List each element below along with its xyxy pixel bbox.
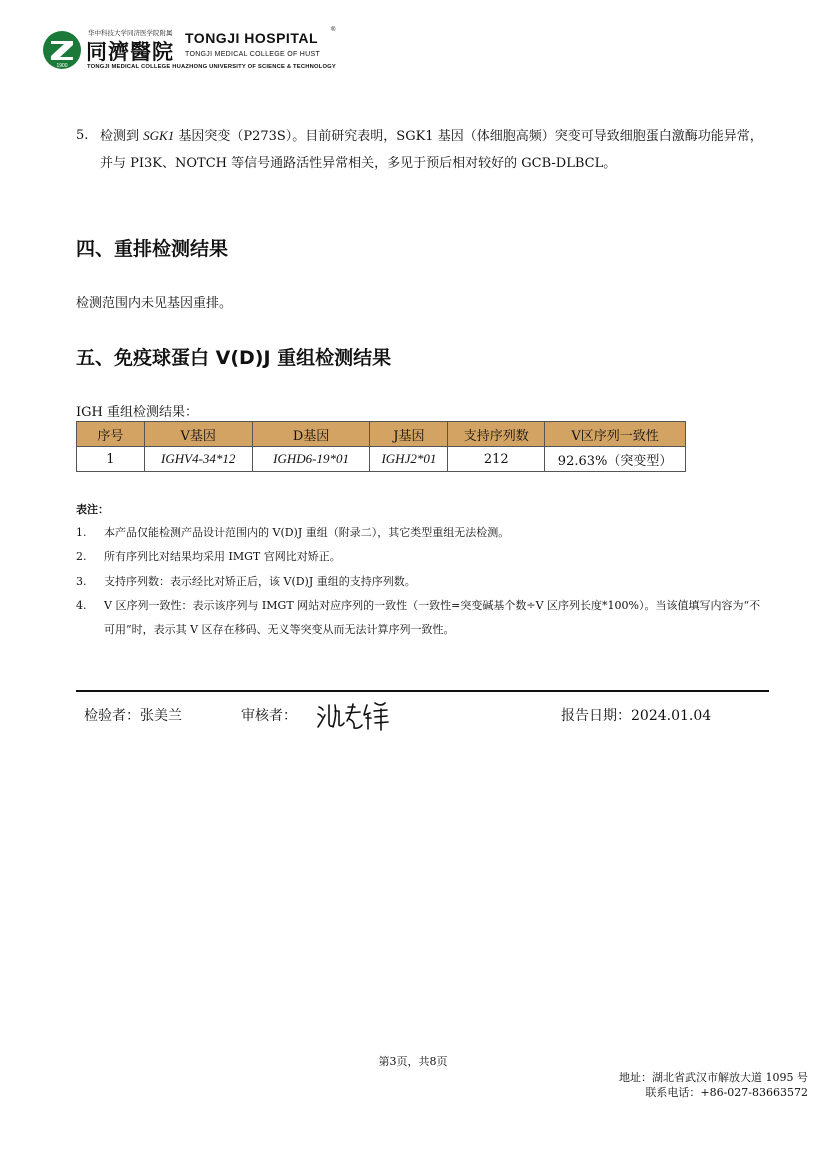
handwritten-signature-icon: [315, 699, 400, 731]
hospital-address: 地址：湖北省武汉市解放大道 1095 号: [619, 1071, 808, 1084]
report-date: 报告日期：2024.01.04: [561, 708, 712, 724]
logo-cn-subtitle: 华中科技大学同济医学院附属: [88, 29, 173, 37]
col-header: D基因: [252, 422, 370, 447]
logo-registered-mark: ®: [331, 27, 336, 33]
item-text-b: 基因突变（P273S）。目前研究表明，SGK1 基因（体细胞高频）突变可导致细胞蛋白激酶功能异常，并与 PI3K、NOTCH 等信号通路活性异常相关，多见于预后相对较好的 GCB-DLBCL。: [100, 129, 763, 171]
reviewer-label: 审核者：: [241, 708, 297, 724]
checker-label: 检验者：张美兰: [84, 708, 182, 724]
gene-name: SGK1: [143, 128, 175, 143]
table-cell: IGHD6-19*01: [252, 447, 370, 472]
note-number: 4.: [76, 599, 87, 612]
item-text: [100, 122, 766, 177]
item-text-a: 检测到: [100, 129, 144, 144]
signature-divider: [76, 690, 769, 692]
col-header: J基因: [370, 422, 448, 447]
section-4-title: 四、重排检测结果: [76, 238, 229, 260]
col-header: V区序列一致性: [545, 422, 686, 447]
note-item: [76, 521, 766, 545]
note-item: [76, 570, 766, 594]
table-cell: 92.63%（突变型）: [545, 447, 686, 472]
section-5-title: 五、免疫球蛋白 V(D)J 重组检测结果: [76, 347, 392, 369]
note-text: V 区序列一致性：表示该序列与 IMGT 网站对应序列的一致性（一致性=突变碱基个数÷V 区序列长度*100%）。当该值填写内容为“不可用”时，表示其 V 区存在移码、无义等突变从而无法计算序列一致性。: [104, 599, 761, 636]
logo-en-fullname: TONGJI MEDICAL COLLEGE HUAZHONG UNIVERSITY OF SCIENCE & TECHNOLOGY: [87, 64, 336, 70]
note-item: [76, 594, 766, 642]
note-number: 2.: [76, 550, 87, 563]
rearrangement-result: 检测范围内未见基因重排。: [76, 296, 233, 311]
hospital-phone: 联系电话：+86-027-83663572: [645, 1086, 808, 1099]
col-header: V基因: [144, 422, 252, 447]
table-cell: 212: [448, 447, 545, 472]
table-row: [77, 447, 686, 472]
table-cell: IGHJ2*01: [370, 447, 448, 472]
col-header: 序号: [77, 422, 145, 447]
note-number: 3.: [76, 575, 87, 588]
note-text: 支持序列数：表示经比对矫正后，该 V(D)J 重组的支持序列数。: [104, 575, 416, 588]
col-header: 支持序列数: [448, 422, 545, 447]
table-cell: 1: [77, 447, 145, 472]
table-header-row: [77, 422, 686, 447]
item-number: 5.: [76, 128, 89, 143]
logo-en-subtitle: TONGJI MEDICAL COLLEGE OF HUST: [185, 51, 321, 58]
finding-item-5: [76, 122, 766, 177]
table-cell: IGHV4-34*12: [144, 447, 252, 472]
hospital-emblem-icon: [42, 30, 82, 70]
logo-en-name: TONGJI HOSPITAL: [185, 30, 318, 46]
emblem-year: 1900: [56, 63, 68, 69]
logo-cn-name: 同濟醫院: [86, 40, 174, 64]
note-item: [76, 545, 766, 569]
note-number: 1.: [76, 526, 87, 539]
igh-label: IGH 重组检测结果：: [76, 405, 198, 420]
notes-title: 表注：: [76, 503, 109, 516]
vdj-result-table: [76, 421, 686, 472]
note-text: 所有序列比对结果均采用 IMGT 官网比对矫正。: [104, 550, 341, 563]
page-number: 第3页，共8页: [378, 1055, 448, 1068]
note-text: 本产品仅能检测产品设计范围内的 V(D)J 重组（附录二），其它类型重组无法检测。: [104, 526, 510, 539]
